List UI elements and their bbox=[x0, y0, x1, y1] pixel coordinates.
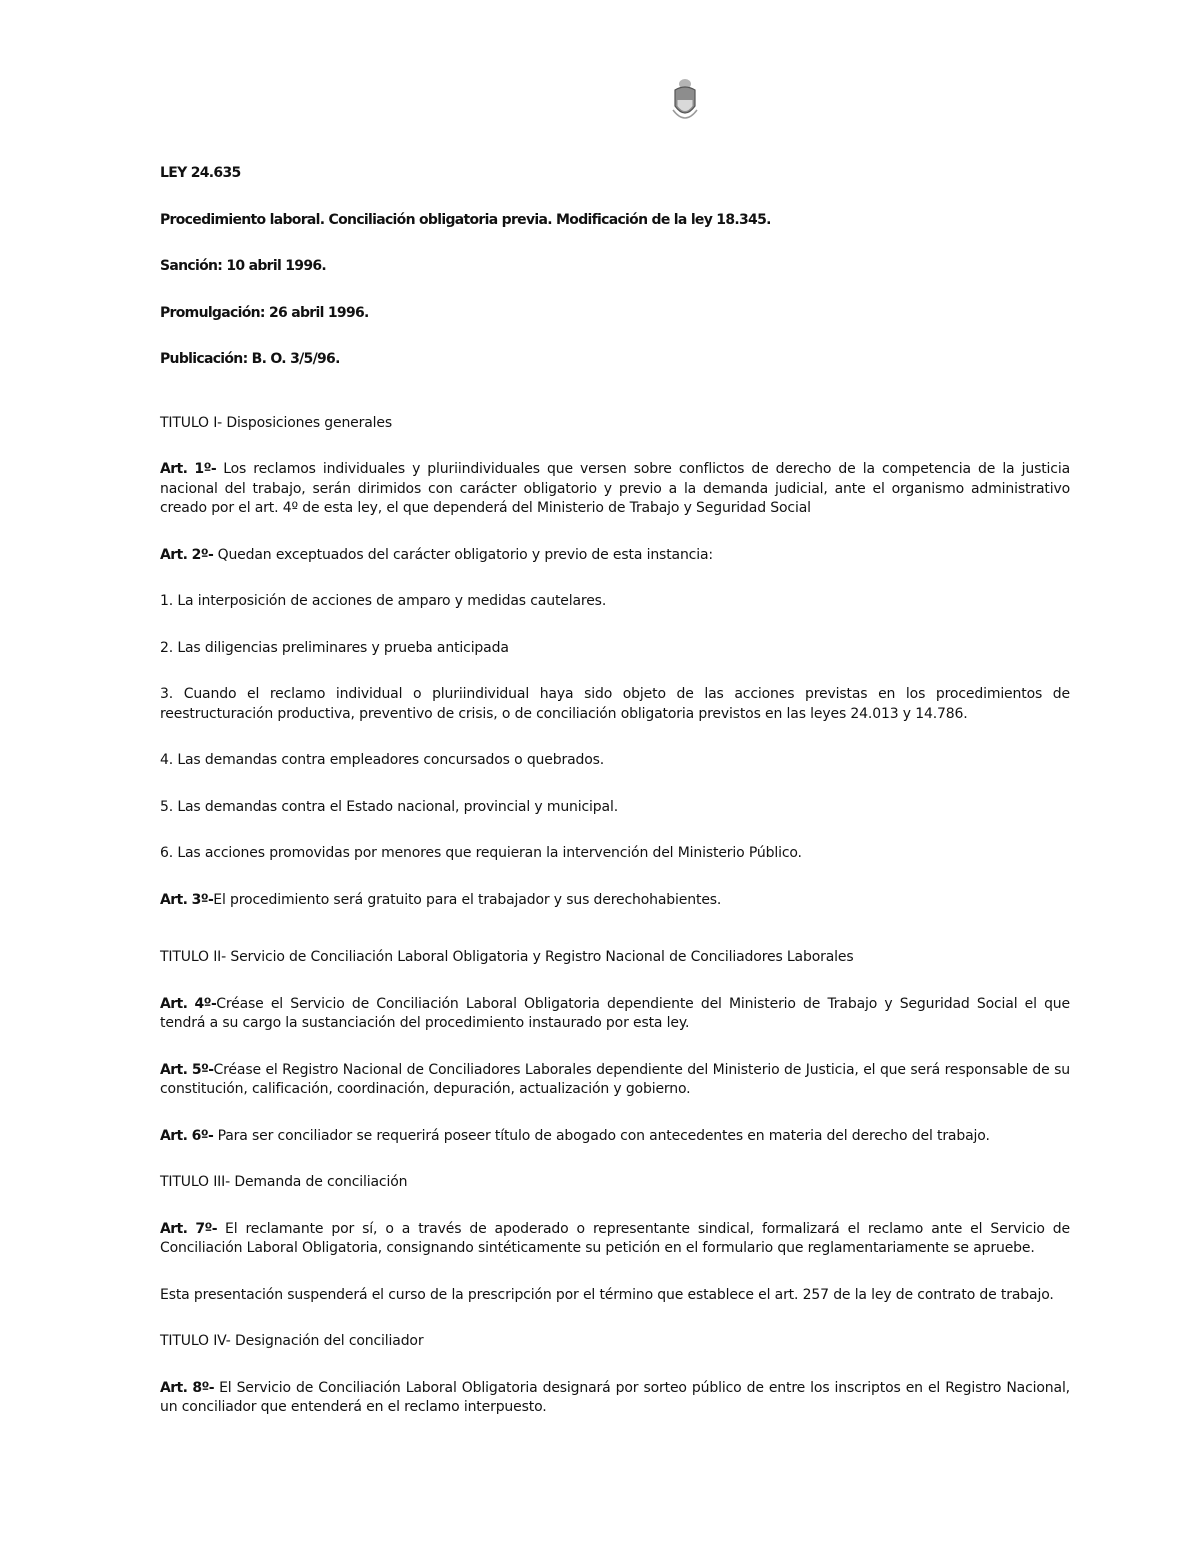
article-8-label: Art. 8º- bbox=[160, 1379, 215, 1396]
list-item-3: 3. Cuando el reclamo individual o pluriindividual haya sido objeto de las acciones previstas en los procedimientos de reestructuración productiva, preventivo de crisis, o de conciliación obligatoria previstos en las leyes 24.013 y 14.786. bbox=[160, 686, 1070, 722]
article-4-text: Créase el Servicio de Conciliación Laboral Obligatoria dependiente del Ministerio de Trabajo y Seguridad Social el que tendrá a su cargo la sustanciación del procedimiento instaurado por esta ley. bbox=[160, 995, 1070, 1031]
list-item-4: 4. Las demandas contra empleadores concursados o quebrados. bbox=[160, 752, 605, 768]
article-6 bbox=[160, 1127, 1070, 1147]
article-8 bbox=[160, 1379, 1070, 1418]
article-2 bbox=[160, 546, 1070, 566]
titulo-3-heading: TITULO III- Demanda de conciliación bbox=[160, 1174, 408, 1190]
national-coat-of-arms-icon bbox=[669, 76, 701, 124]
article-1-text: Los reclamos individuales y pluriindividuales que versen sobre conflictos de derecho de la competencia de la justicia nacional del trabajo, serán dirimidos con carácter obligatorio y previo a la demanda judicial, ante el organismo administrativo creado por el art. 4º de esta ley, el que dependerá del Ministerio de Trabajo y Seguridad Social bbox=[160, 461, 1071, 516]
article-5-label: Art. 5º- bbox=[160, 1061, 214, 1078]
article-6-label: Art. 6º- bbox=[160, 1127, 214, 1144]
law-number: LEY 24.635 bbox=[160, 165, 241, 181]
document-page bbox=[160, 164, 1070, 1445]
article-5-text: Créase el Registro Nacional de Conciliadores Laborales dependiente del Ministerio de Justicia, el que será responsable de su constitución, calificación, coordinación, depuración, actualización y gobierno. bbox=[160, 1061, 1070, 1097]
article-7 bbox=[160, 1220, 1070, 1259]
article-1 bbox=[160, 460, 1070, 519]
article-2-text: Quedan exceptuados del carácter obligatorio y previo de esta instancia: bbox=[213, 546, 713, 563]
article-2-label: Art. 2º- bbox=[160, 546, 214, 563]
list-item-1: 1. La interposición de acciones de amparo y medidas cautelares. bbox=[160, 593, 607, 609]
sancion-date: Sanción: 10 abril 1996. bbox=[160, 258, 327, 274]
article-5 bbox=[160, 1061, 1070, 1100]
article-7-label: Art. 7º- bbox=[160, 1220, 217, 1237]
promulgacion-date: Promulgación: 26 abril 1996. bbox=[160, 304, 369, 321]
titulo-1-heading: TITULO I- Disposiciones generales bbox=[160, 414, 393, 431]
article-3-label: Art. 3º- bbox=[160, 891, 214, 908]
law-subject: Procedimiento laboral. Conciliación obligatoria previa. Modificación de la ley 18.345. bbox=[160, 211, 771, 228]
list-item-6: 6. Las acciones promovidas por menores que requieran la intervención del Ministerio Público. bbox=[160, 845, 802, 861]
article-7-paragraph-2: Esta presentación suspenderá el curso de la prescripción por el término que establece el art. 257 de la ley de contrato de trabajo. bbox=[160, 1286, 1054, 1303]
article-6-text: Para ser conciliador se requerirá poseer título de abogado con antecedentes en materia del derecho del trabajo. bbox=[213, 1127, 990, 1144]
article-7-text: El reclamante por sí, o a través de apoderado o representante sindical, formalizará el reclamo ante el Servicio de Conciliación Laboral Obligatoria, consignando sintéticamente su petición en el formulario que reglamentariamente se apruebe. bbox=[160, 1220, 1070, 1256]
article-3-text: El procedimiento será gratuito para el trabajador y sus derechohabientes. bbox=[213, 891, 722, 908]
article-4-label: Art. 4º- bbox=[160, 995, 217, 1012]
article-4 bbox=[160, 995, 1070, 1034]
publicacion-date: Publicación: B. O. 3/5/96. bbox=[160, 351, 340, 367]
article-3 bbox=[160, 891, 1070, 911]
article-1-label: Art. 1º- bbox=[160, 461, 217, 477]
list-item-2: 2. Las diligencias preliminares y prueba anticipada bbox=[160, 639, 509, 656]
list-item-5: 5. Las demandas contra el Estado nacional, provincial y municipal. bbox=[160, 798, 619, 815]
article-8-text: El Servicio de Conciliación Laboral Obligatoria designará por sorteo público de entre los inscriptos en el Registro Nacional, un conciliador que entenderá en el reclamo interpuesto. bbox=[160, 1379, 1070, 1415]
titulo-2-heading: TITULO II- Servicio de Conciliación Laboral Obligatoria y Registro Nacional de Conciliadores Laborales bbox=[160, 949, 854, 965]
titulo-4-heading: TITULO IV- Designación del conciliador bbox=[160, 1333, 424, 1349]
